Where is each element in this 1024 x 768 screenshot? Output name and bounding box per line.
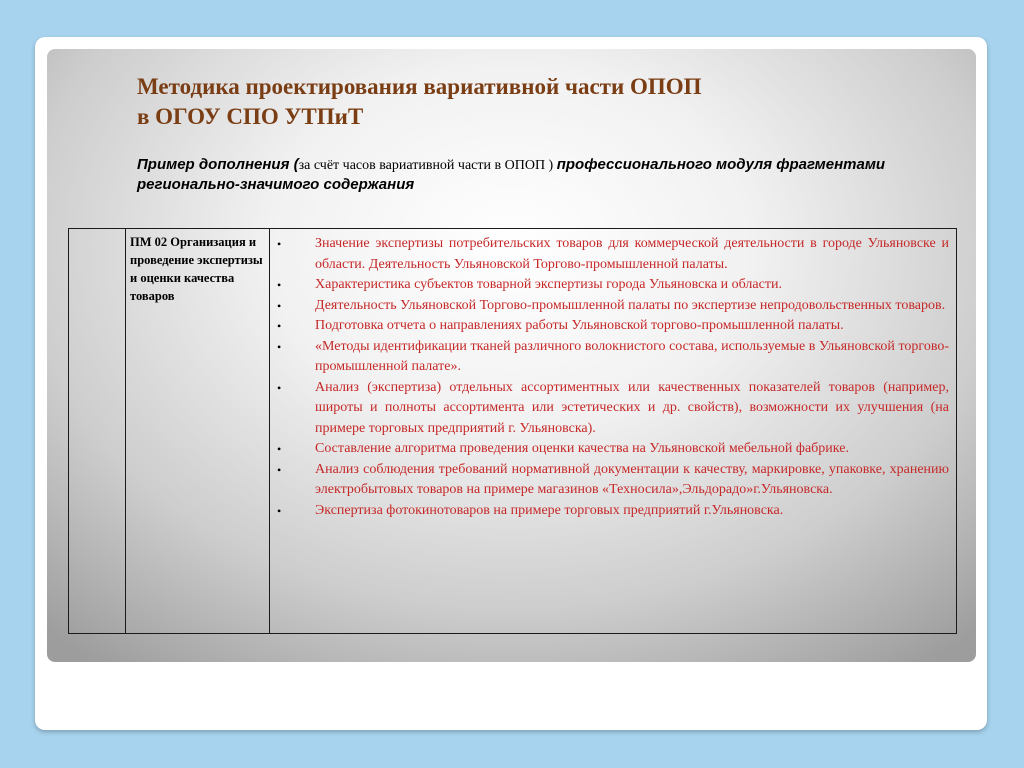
list-item	[270, 296, 949, 317]
list-item	[270, 439, 949, 460]
module-table	[68, 228, 957, 634]
list-item	[270, 337, 949, 378]
bullet-icon: •	[277, 503, 282, 518]
subtitle-parenthetical: за счёт часов вариативной части в ОПОП )	[298, 158, 557, 173]
list-item-text: Анализ соблюдения требований нормативной документации к качеству, маркировке, упаковке, хранению электробытовых товаров на примере магазинов «Техносила»,Эльдорадо»г.Ульяновска.	[315, 461, 949, 497]
list-item	[270, 378, 949, 440]
bullet-icon: •	[277, 462, 282, 477]
list-item-text: «Методы идентификации тканей различного волокнистого состава, используемые в Ульяновской торгово-промышленной палате».	[315, 338, 949, 374]
list-item-text: Экспертиза фотокинотоваров на примере торговых предприятий г.Ульяновска.	[315, 502, 784, 518]
content-list	[270, 229, 956, 521]
bullet-icon: •	[277, 339, 282, 354]
table-row	[69, 229, 957, 634]
module-name: ПМ 02 Организация и проведение экспертизы и оценки качества товаров	[130, 235, 263, 303]
bullet-icon: •	[277, 380, 282, 395]
list-item	[270, 460, 949, 501]
subtitle-module-phrase: профессионального модуля фрагментами регионально-значимого содержания	[137, 156, 886, 193]
bullet-icon: •	[277, 319, 282, 333]
table-cell-module	[126, 229, 270, 634]
list-item	[270, 316, 949, 337]
slide-title	[137, 72, 897, 132]
list-item-text: Значение экспертизы потребительских товаров для коммерческой деятельности в городе Ульяновске и области. Деятельность Ульяновской Торгово-промышленной палаты.	[315, 236, 949, 272]
bullet-icon: •	[277, 278, 282, 292]
list-item-text: Подготовка отчета о направлениях работы Ульяновской торгово-промышленной палаты.	[315, 318, 844, 333]
subtitle-lead: Пример дополнения	[137, 156, 290, 173]
bullet-icon: •	[277, 442, 282, 456]
subtitle-open-paren: (	[289, 156, 299, 173]
slide-subtitle	[137, 155, 897, 195]
slide-title-line-1: Методика проектирования вариативной части ОПОП	[137, 74, 702, 99]
table-cell-content	[270, 229, 957, 634]
list-item-text: Составление алгоритма проведения оценки качества на Ульяновской мебельной фабрике.	[315, 441, 849, 456]
table-cell-empty	[69, 229, 126, 634]
list-item-text: Деятельность Ульяновской Торгово-промышленной палаты по экспертизе непродовольственных товаров.	[315, 297, 946, 313]
bullet-icon: •	[277, 237, 282, 251]
list-item	[270, 275, 949, 296]
list-item	[270, 234, 949, 275]
bullet-icon: •	[277, 298, 282, 313]
list-item-text: Анализ (экспертиза) отдельных ассортиментных или качественных показателей товаров (например, широты и полноты ассортимента или эстетических и др. свойств), возможности их улучшения (на примере торговых предприятий г. Ульяновска).	[315, 379, 949, 436]
list-item-text: Характеристика субъектов товарной экспертизы города Ульяновска и области.	[315, 277, 782, 292]
list-item	[270, 501, 949, 522]
slide-title-line-2: в ОГОУ СПО УТПиТ	[137, 104, 364, 129]
